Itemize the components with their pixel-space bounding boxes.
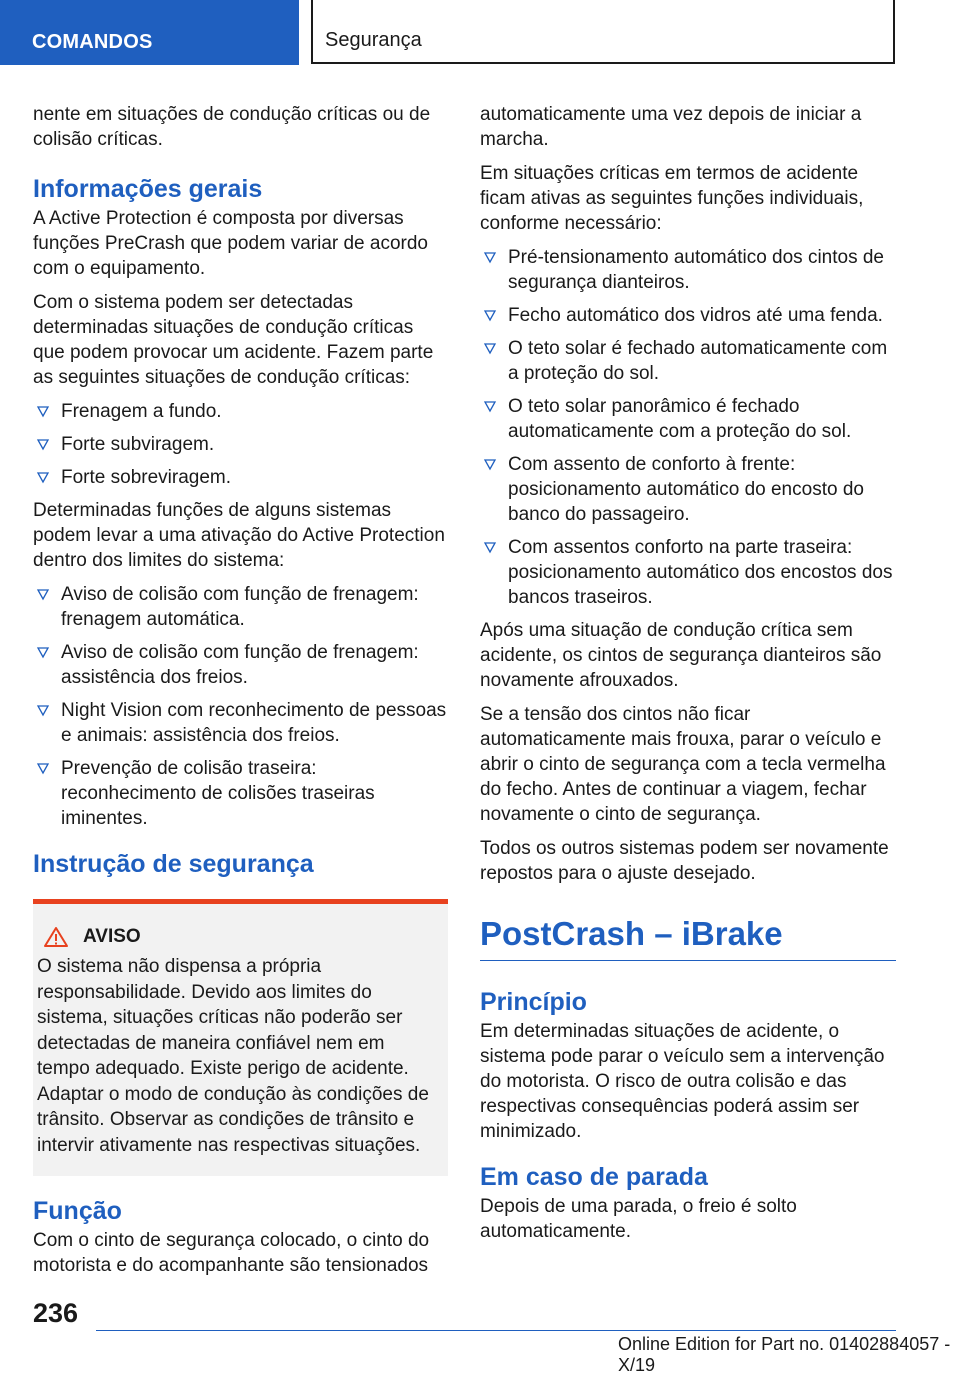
- triangle-bullet-icon: [483, 539, 497, 555]
- heading-rule: [480, 960, 896, 961]
- list-item: Pré-tensionamento automático dos cintos de segurança dianteiros.: [480, 245, 896, 295]
- intro-paragraph: nente em situações de condução críticas ou de colisão críticas.: [33, 104, 431, 150]
- list-item: O teto solar é fechado automaticamente com a proteção do sol.: [480, 336, 896, 386]
- paragraph: Em situações críticas em termos de acidente ficam ativas as seguintes funções individuais, conforme necessário:: [480, 163, 864, 234]
- list-item: Frenagem a fundo.: [33, 399, 448, 424]
- triangle-bullet-icon: [36, 403, 50, 419]
- paragraph: Em determinadas situações de acidente, o sistema pode parar o veículo sem a intervenção do motorista. O risco de outra colisão e das respectivas consequências poderá assim ser minimizado.: [480, 1021, 885, 1142]
- list-item: Com assento de conforto à frente: posicionamento automático do encosto do banco do passageiro.: [480, 452, 896, 527]
- section-label: COMANDOS: [32, 31, 153, 53]
- heading-function: Função: [33, 1197, 122, 1225]
- triangle-bullet-icon: [36, 586, 50, 602]
- list-item: Prevenção de colisão traseira: reconhecimento de colisões traseiras iminentes.: [33, 756, 448, 831]
- triangle-bullet-icon: [483, 340, 497, 356]
- paragraph: Depois de uma parada, o freio é solto automaticamente.: [480, 1196, 797, 1242]
- warning-title: AVISO: [83, 926, 141, 947]
- triangle-bullet-icon: [483, 249, 497, 265]
- footer-edition: Online Edition for Part no. 01402884057 - X/19: [618, 1334, 951, 1375]
- heading-safety: Instrução de segurança: [33, 850, 314, 878]
- paragraph: A Active Protection é composta por diversas funções PreCrash que podem variar de acordo com o equipamento.: [33, 208, 429, 279]
- heading-postcrash: PostCrash – iBrake: [480, 915, 783, 952]
- triangle-bullet-icon: [36, 469, 50, 485]
- list-item: Forte sobreviragem.: [33, 465, 448, 490]
- situations-list: [33, 399, 448, 490]
- footer-rule: [96, 1330, 896, 1331]
- heading-general-info: Informações gerais: [33, 175, 263, 203]
- right-column: [480, 102, 896, 1253]
- paragraph: Todos os outros sistemas podem ser novamente repostos para o ajuste desejado.: [480, 838, 889, 884]
- triangle-bullet-icon: [36, 436, 50, 452]
- warning-header: [43, 926, 438, 948]
- paragraph: Se a tensão dos cintos não ficar automaticamente mais frouxa, parar o veículo e abrir o cinto de segurança com a tecla vermelha do fecho. Antes de continuar a viagem, fechar novamente o cinto de segurança.: [480, 704, 886, 825]
- triangle-bullet-icon: [483, 456, 497, 472]
- list-item: Night Vision com reconhecimento de pessoas e animais: assistência dos freios.: [33, 698, 448, 748]
- heading-stop: Em caso de parada: [480, 1163, 708, 1191]
- topic-title: Segurança: [325, 29, 422, 51]
- triangle-bullet-icon: [36, 702, 50, 718]
- individual-functions-list: [480, 245, 896, 610]
- paragraph: Com o sistema podem ser detectadas determinadas situações de condução críticas que podem provocar um acidente. Fazem parte as seguintes situações de condução críticas:: [33, 292, 434, 388]
- list-item: Forte subviragem.: [33, 432, 448, 457]
- triangle-bullet-icon: [483, 398, 497, 414]
- section-tab: [0, 0, 299, 65]
- functions-list: [33, 582, 448, 831]
- page-number: 236: [33, 1298, 79, 1328]
- triangle-bullet-icon: [36, 760, 50, 776]
- paragraph: Determinadas funções de alguns sistemas podem levar a uma ativação do Active Protection dentro dos limites do sistema:: [33, 500, 445, 571]
- list-item: Aviso de colisão com função de frenagem: assistência dos freios.: [33, 640, 448, 690]
- paragraph: Com o cinto de segurança colocado, o cinto do motorista e do acompanhante são tensionados: [33, 1230, 430, 1276]
- list-item: Aviso de colisão com função de frenagem: frenagem automática.: [33, 582, 448, 632]
- paragraph: Após uma situação de condução crítica sem acidente, os cintos de segurança dianteiros são novamente afrouxados.: [480, 620, 882, 691]
- list-item: Fecho automático dos vidros até uma fenda.: [480, 303, 896, 328]
- warning-text: O sistema não dispensa a própria responsabilidade. Devido aos limites do sistema, situações críticas não poderão ser detectadas de maneira confiável nem em tempo adequado. Existe perigo de acidente. Adaptar o modo de condução às condições de trânsito. Observar as condições de trânsito e intervir ativamente nas respectivas situações.: [37, 956, 429, 1156]
- list-item: O teto solar panorâmico é fechado automaticamente com a proteção do sol.: [480, 394, 896, 444]
- heading-principle: Princípio: [480, 988, 587, 1016]
- list-item: Com assentos conforto na parte traseira: posicionamento automático dos encostos dos bancos traseiros.: [480, 535, 896, 610]
- left-column: [33, 102, 448, 1287]
- paragraph: automaticamente uma vez depois de iniciar a marcha.: [480, 104, 862, 150]
- triangle-bullet-icon: [36, 644, 50, 660]
- triangle-bullet-icon: [483, 307, 497, 323]
- warning-box: [33, 899, 448, 1176]
- warning-triangle-icon: [43, 926, 69, 948]
